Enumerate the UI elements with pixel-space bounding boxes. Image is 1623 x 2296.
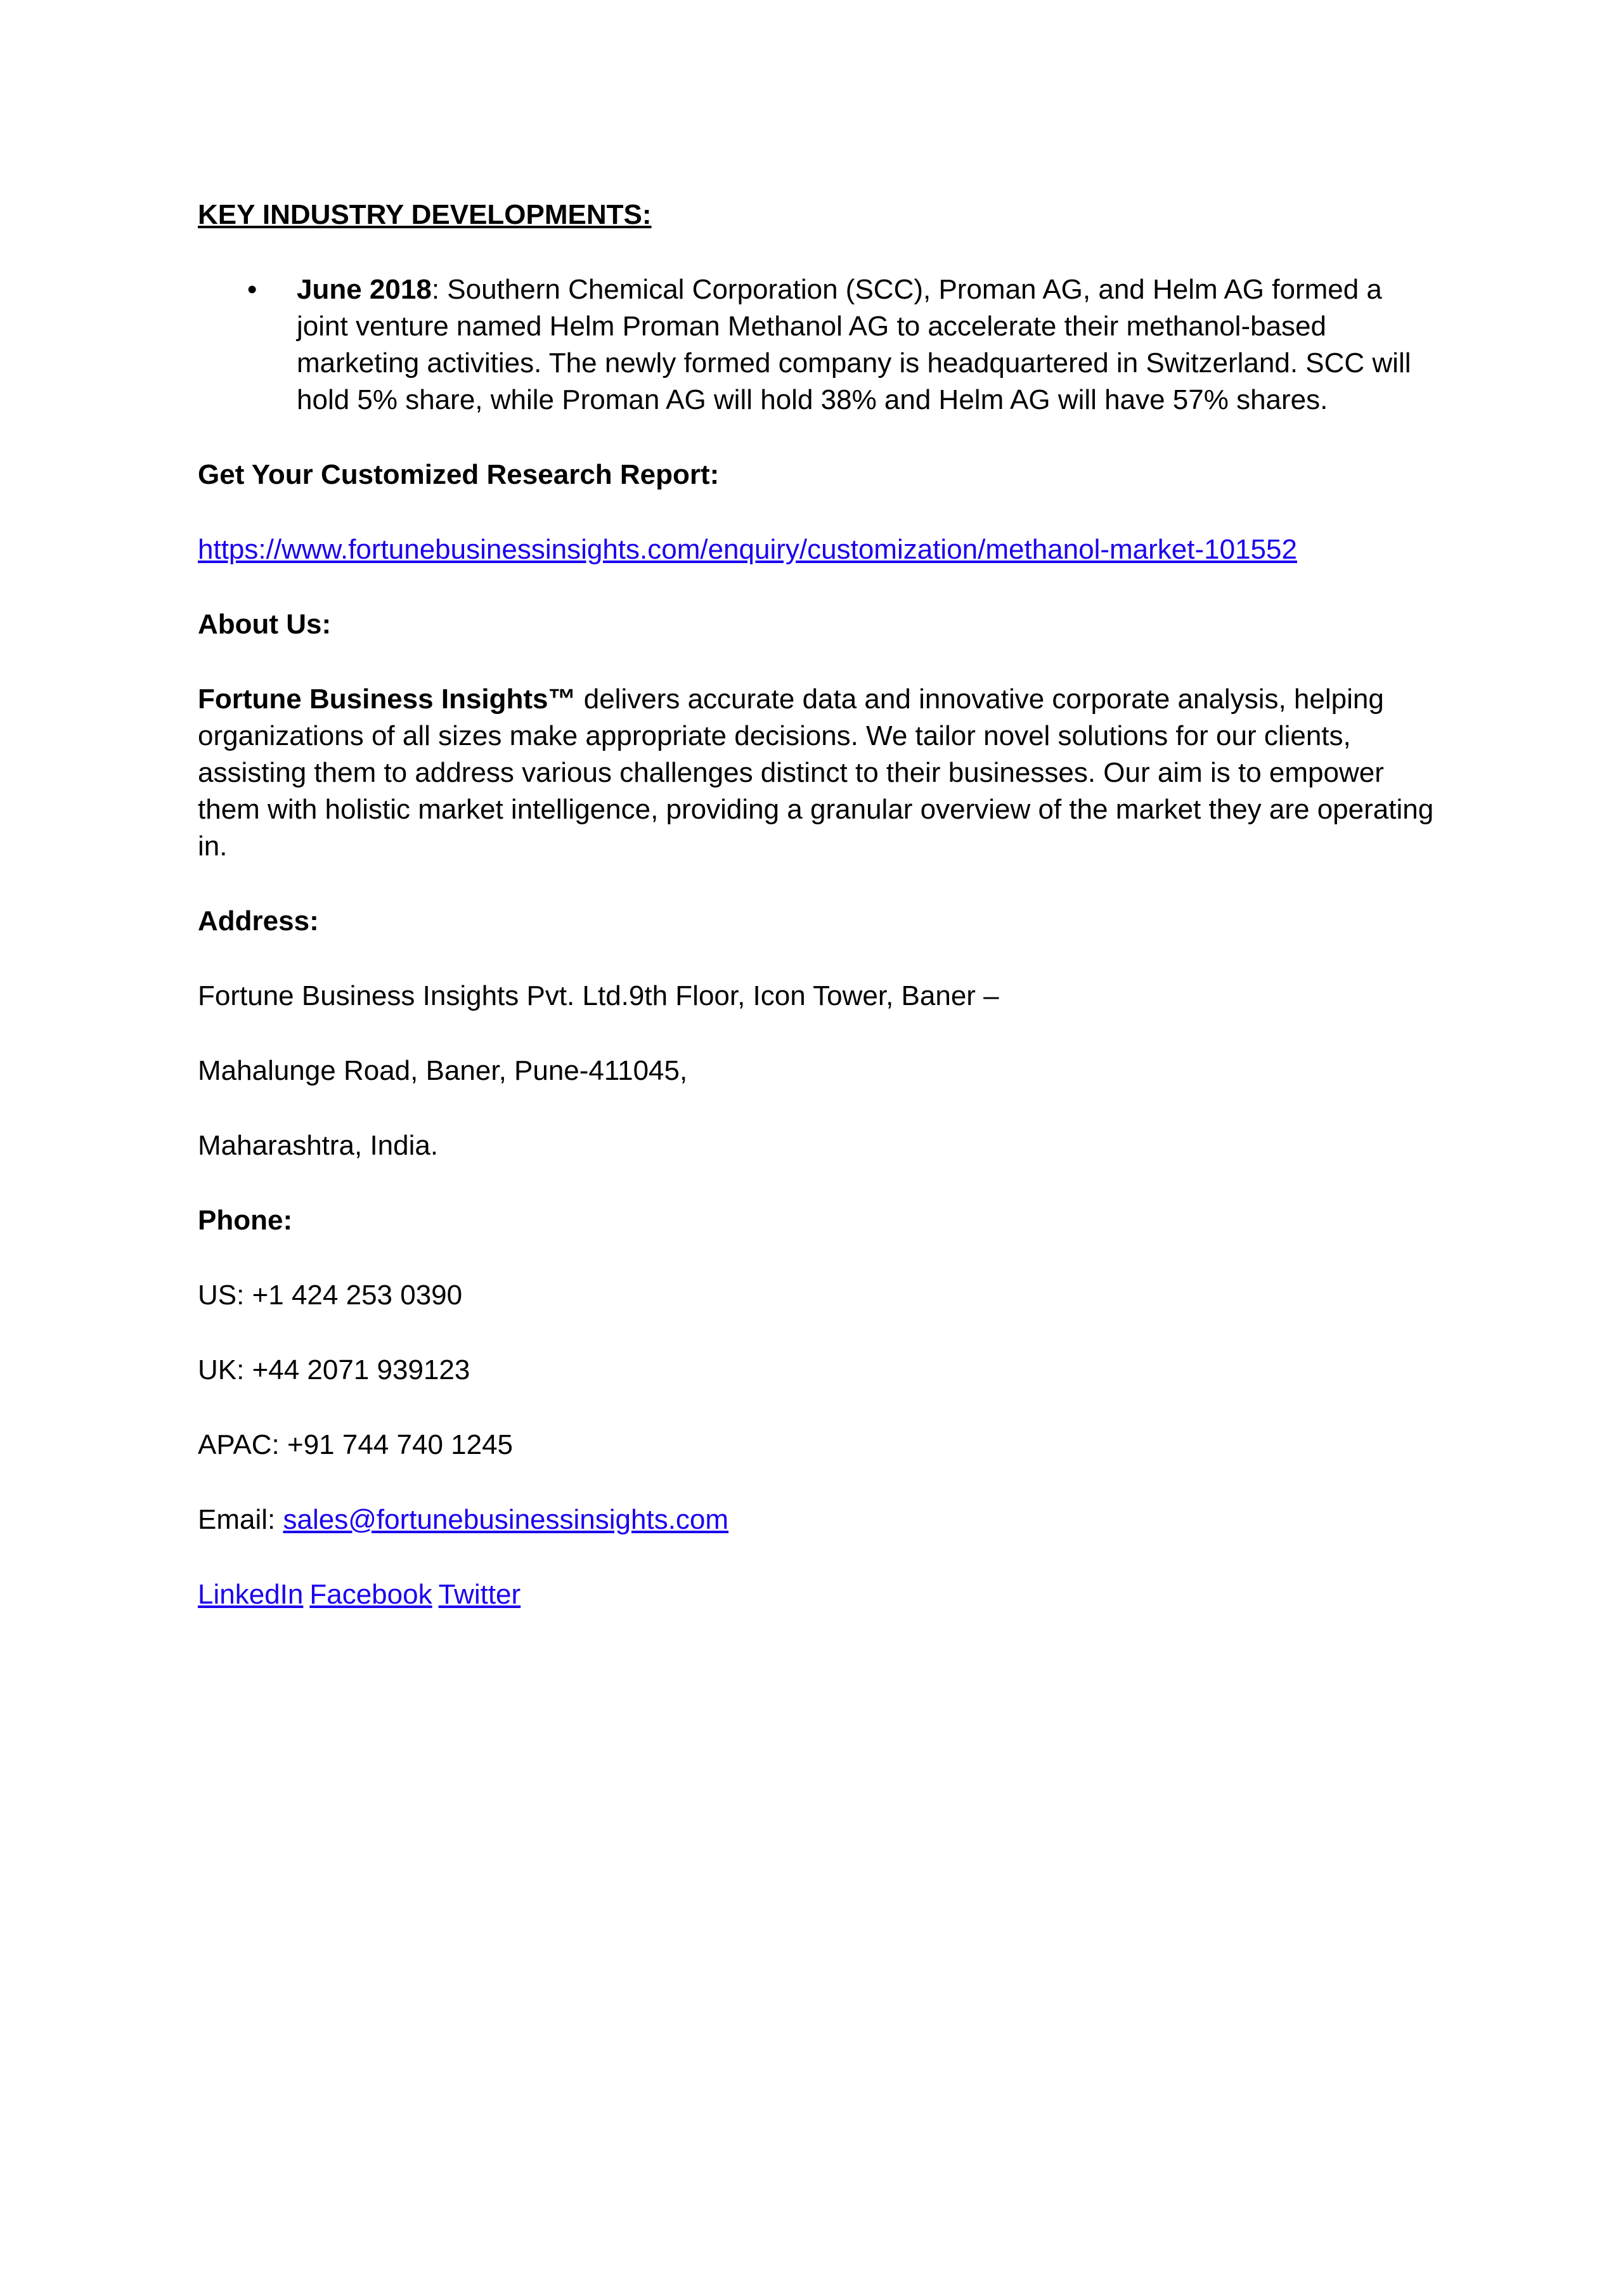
address-line-3: Maharashtra, India. xyxy=(198,1130,439,1161)
about-us-title: About Us: xyxy=(198,609,332,640)
twitter-link[interactable]: Twitter xyxy=(438,1579,521,1610)
development-text: : Southern Chemical Corporation (SCC), Proman AG, and Helm AG formed a joint venture named Helm Proman Methanol AG to accelerate their methanol-based marketing activities. The newly formed company is headquartered in Switzerland. SCC will hold 5% share, while Proman AG will hold 38% and Helm AG will have 57% shares. xyxy=(297,274,1411,415)
linkedin-link[interactable]: LinkedIn xyxy=(198,1579,304,1610)
key-developments-heading: KEY INDUSTRY DEVELOPMENTS: xyxy=(198,199,652,230)
about-us-text: delivers accurate data and innovative corporate analysis, helping organizations of all sizes make appropriate decisions. We tailor novel solutions for our clients, assisting them to address various challenges distinct to their businesses. Our aim is to empower them with holistic market intelligence, providing a granular overview of the market they are operating in. xyxy=(198,684,1434,862)
phone-title: Phone: xyxy=(198,1205,293,1236)
email-link[interactable]: sales@fortunebusinessinsights.com xyxy=(283,1504,729,1535)
phone-us: US: +1 424 253 0390 xyxy=(198,1280,463,1311)
custom-report-title: Get Your Customized Research Report: xyxy=(198,459,720,490)
about-us-paragraph xyxy=(198,681,1440,865)
social-links xyxy=(198,1576,1440,1613)
facebook-link[interactable]: Facebook xyxy=(309,1579,432,1610)
custom-report-link[interactable]: https://www.fortunebusinessinsights.com/enquiry/customization/methanol-market-101552 xyxy=(198,534,1297,565)
company-name: Fortune Business Insights™ xyxy=(198,684,576,715)
email-line xyxy=(198,1501,1440,1538)
development-date: June 2018 xyxy=(297,274,432,305)
address-title: Address: xyxy=(198,905,319,937)
bullet-icon: • xyxy=(247,274,257,305)
phone-apac: APAC: +91 744 740 1245 xyxy=(198,1429,514,1460)
address-line-2: Mahalunge Road, Baner, Pune-411045, xyxy=(198,1055,688,1086)
list-item xyxy=(198,271,1440,418)
address-line-1: Fortune Business Insights Pvt. Ltd.9th Floor, Icon Tower, Baner – xyxy=(198,980,999,1011)
developments-list xyxy=(198,271,1440,418)
phone-uk: UK: +44 2071 939123 xyxy=(198,1354,470,1385)
document-body xyxy=(198,197,1440,1651)
email-label: Email: xyxy=(198,1504,283,1535)
